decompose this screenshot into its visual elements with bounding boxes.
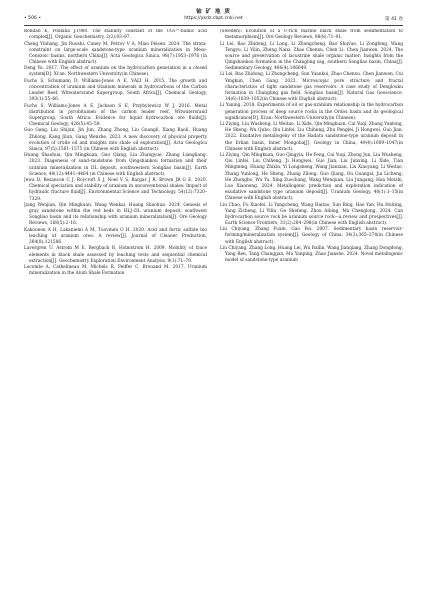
journal-title: 铀 矿 地 质 (196, 9, 231, 15)
reference-entry: Kakoonen A H, Lakaniemi A M, Tuovinen O H. 2020. Acid and ferric sulfate bio leaching of uranium ores: A review[J]. Journal of Cleaner Production, 264(8):121586. (24, 227, 207, 245)
reference-entry: Deng Yu. 2017. The effect of uranium on the hydrocarbon generation in a closed system[D]. Xi'an: Northwestern University(in Chinese). (24, 66, 207, 78)
volume-label: 第 41 卷 (385, 17, 403, 22)
reference-entry: Li Ziying, Qin Mingkuan, Guo Qingyin, He Feng, Cai Yuqi, Zhong Jun, Liu Wusheng, Qiu Linfei, Liu Chiheng, Ji Hongwei, Guo Jian, Liu Junxing, Li Xide, Tian Mingming, Huang Zhixin, Yi Longsheng, Wang Jianxian, Liu Xiaoyang, Li Weitao, Zhang Yunlong, He Sheng, Zhang Zilong, Guo Qiang, Ou Guangxi, Jia Licheng, He Zhongbo, Wu Yu, Xing Zuochang, Wang Wenquan, Liu Jungang, Han Meizhi, Luo Xiaoneng. 2024. Metallogenic prediction and exploration indication of exudative sandstone type uranium deposit[J]. Uranium Geology, 40(1):1–15(in Chinese with English abstract). (220, 153, 403, 202)
reference-entry: Li Lei, Bao Zhidong, Li Long, Li Zhongcheng, Bao Shuyue, Li Zongfeng, Wang Tengyu, Li Yilin, Zheng Naixi, Zhao Chenxu, Chen Li, Chen Jianwen. 2024. The source and preservation of lacustrine shale organic matter: Insights from the Qingshankou formation in the Changling sag, southern Songliao basin, China[J]. Sedimentary Geology, 466(4):106649. (220, 41, 403, 72)
reference-entry: Cheng Yinhang, Jin Ruoshi, Cuney M, Petrov V A, Miao Peisen. 2024. The strata-constraint on large-scale sandstone-type uranium mineralization in Meso-Cenozoic basins, northern China[J]. Acta Geologica Sinica, 98(7):1953–1976 (in Chinese with English abstract). (24, 41, 207, 65)
header-rule (24, 25, 403, 26)
page-header (24, 16, 403, 24)
reference-entry: Guo Gang, Liu Shijun, Jin Jun, Zhang Zhong, Liu Guangli, Xiang Baoli, Huang Zhilong, Kang Jilun, Gang Wenzhe. 2023. A new discovery of physical property evolution of crude oil and insights into shale oil exploration[J]. Acta Geologica Sinica, 97(5):1561–1575 (in Chinese with English abstract). (24, 128, 207, 152)
reference-entry: (Sweden): Evolution of a U-rich marine black shale from sedimentation to metamorphism[J]. Ore Geology Reviews, 88(8):71–91. (220, 29, 403, 41)
reference-entry: Fuchs S, Schumann D, Williams-Jones A E, VALI H. 2015. The growth and concentration of uranium and titanium minerals in hydrocarbons of the Carbon Leader Reef, Witwatersrand Supergroup, South Africa[J]. Chemical Geology, 393(1):55–66. (24, 78, 207, 103)
reference-entry: Bohdan K, Podlaha J.1980. The stability constant of the UO₂²⁺-humic acid complex[J]. Organic Geochemistry, 2(2):93–97. (24, 29, 207, 41)
reference-entry: Fuchs S, Williams-Jones A E, Jackson S E, Przybylowicz W J. 2016. Metal distribution in pyrobitumen of the carbon leader reef, Witwatersrand Supergroup, South Africa: Evidence for liquid hydrocarbon ore fluids[J]. Chemical Geology, 426(5):45–59. (24, 103, 207, 128)
reference-entry: Liu Chiyang, Zhang Long, Huang Lei, Wu Bailin, Wang Jianqiang, Zhang Dongdong, Yang Ren, Tang Changgan, Ma Yanping, Zhao Jianshe. 2024. Novel metallogenic model of sandstone-type uranium (220, 245, 403, 264)
journal-url[interactable]: https://ykdz.cbpt.cnki.net (184, 16, 243, 21)
reference-entry: Li Lei, Bao Zhidong, Li Zhongcheng, Sun Yuankui, Zhao Chenxu, Chen Jianwen, Cui Yingkun, Chen Gang. 2023. Microscopic pore structure and fractal characteristics of tight sandstone gas reservoirs: A case study of Denglouku formation in Changling gas field, Songliao basin[J]. Natural Gas Geoscience, 34(6):1039–1052(in Chinese with English abstract). (220, 72, 403, 103)
reference-entry: Jewa D, Besancon C J, Roycroft S J, Noel V S, Bargar J R, Brown JR G E. 2020. Chemical speciation and stability of uranium in unconventional shales: Impact of hydraulic fracture fluid[J]. Environmental Science and Technology, 54(12):7320–7329. (24, 178, 207, 202)
reference-entry: Lecomte A, Cathelineau M, Michels R, Peiffer C, Brouand M. 2017. Uranium mineralization in the Alum Shale Formation (24, 265, 207, 277)
reference-entry: Liu Chiyang, Zhang Fuxin, Gao Fei. 2007. Sedimentary basin reservoir-forming/mineralization system[J]. Geology of China, 34(3):365–374(in Chinese with English abstract). (220, 227, 403, 245)
page-number: • 506 • (24, 16, 42, 21)
reference-entry: Li Ziying, Liu Wusheng, Li Weitao, Li Xide, Qin Mingkuan, Cai Yuqi, Zhang Yunlong, He Sheng, Wu Qubo, Qiu Linfei, Liu Chiheng, Zhu Penglei, Ji Hongwei, Guo Jian. 2022. Exudative metallogeny of the Hadatu sandstone-type uranium deposit in the Erlian basin, Inner Mongolia[J]. Geology in China, 49(4):1009–1047(in Chinese with English abstract). (220, 122, 403, 152)
reference-entry: Jiang Wenjian, Qin Mingkuan, Wang Wenkai, Huang Shaohua. 2024. Genesis of gray sandstone within the red beds in HLJ–DL uranium deposit, southwest Songliao basin and its relationship with uranium mineralization[J]. Ore Geology Reviews, 168(5):2–16. (24, 202, 207, 227)
reference-entry: Huang Shaohua, Qin Mingkuan, Guo Qiang, Liu Zhangyue, Zhang Liangliang. 2023. Diagenesis of sand–mudstone from Qingshankou formation and their uranium mineralization in DL deposit, southwestern Songliao basin[J]. Earth Science, 48(12):4441–4464 (in Chinese with English abstract). (24, 153, 207, 177)
reference-column-left (24, 29, 207, 593)
reference-column-right (220, 29, 403, 593)
reference-entry: Lavergren U, Astrom M E, Bergback B, Holmstrom H. 2009. Mobility of trace elements in black shale assessed by leaching tests and sequential chemical extraction[J]. Geochemistry Exploration Environment Analysis, 9(1):71–79. (24, 246, 207, 264)
reference-entry: Liu Chao, Fu Xiaofei, Li Yangcheng, Wang Haitao, Sun Bing, Hao Yan, Hu Huiting, Yang Zicheng, Li Yilin, Ge Shefeng, Zhou Aibing, Ma Chenglong. 2024. Can hydrocarbon source rock be uranium source rock—a review and prospectives[J]. Earth Science Frontiers, 31(2):284–298(in Chinese with English abstract). (220, 202, 403, 226)
reference-entry: Li Yaning. 2018. Experiments of oil or gas-uranium relationship in the hydrocarbon generation process of deep source rocks in the Ordos basin and its geological significance[D]. Xi'an: Northwestern University(in Chinese). (220, 103, 403, 121)
